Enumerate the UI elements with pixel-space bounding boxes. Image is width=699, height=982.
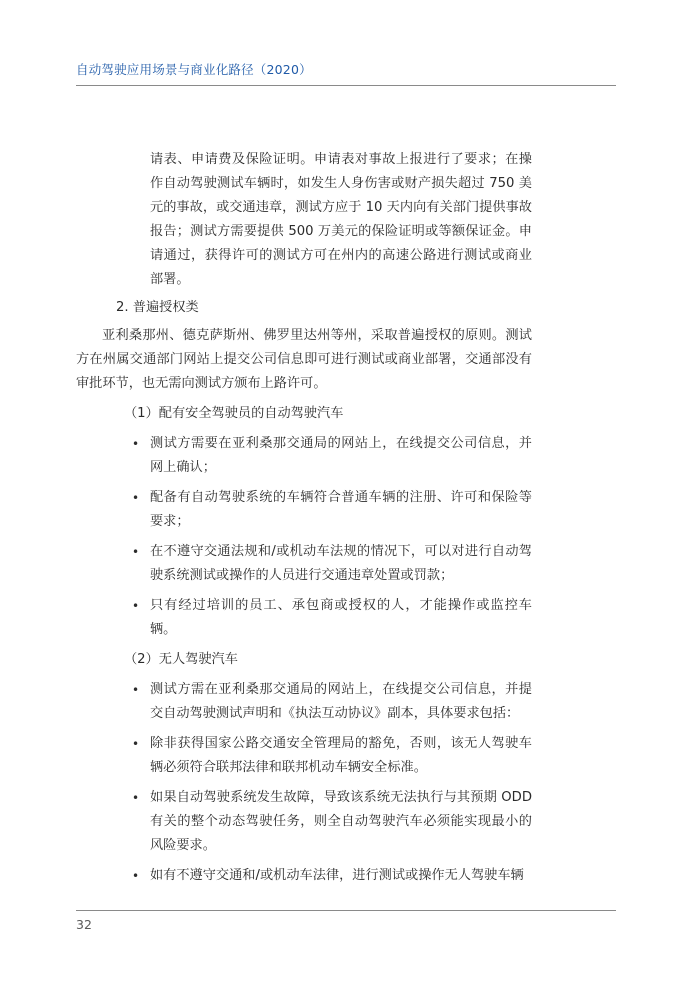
bullet-icon: • xyxy=(132,683,140,697)
bullet-icon: • xyxy=(132,599,140,613)
subsection-heading-1: （1）配有安全驾驶员的自动驾驶汽车 xyxy=(124,406,344,421)
list-item-text: 配备有自动驾驶系统的车辆符合普通车辆的注册、许可和保险等要求； xyxy=(150,490,532,529)
list-item-text: 在不遵守交通法规和/或机动车法规的情况下，可以对进行自动驾驶系统测试或操作的人员进行交通违章处置或罚款； xyxy=(150,544,532,583)
list-item xyxy=(76,786,532,858)
subsection-heading-2: （2）无人驾驶汽车 xyxy=(124,652,238,667)
bullet-icon: • xyxy=(132,791,140,805)
footer-divider xyxy=(76,910,616,911)
list-item xyxy=(76,864,532,888)
list-item xyxy=(76,486,532,534)
page-number: 32 xyxy=(76,917,92,932)
list-item xyxy=(76,594,532,642)
list-item-text: 测试方需要在亚利桑那交通局的网站上，在线提交公司信息，并网上确认； xyxy=(150,436,532,475)
bullet-icon: • xyxy=(132,437,140,451)
list-item-text: 除非获得国家公路交通安全管理局的豁免，否则，该无人驾驶车辆必须符合联邦法律和联邦机动车辆安全标准。 xyxy=(150,736,532,775)
list-item-text: 如果自动驾驶系统发生故障，导致该系统无法执行与其预期 ODD 有关的整个动态驾驶任务，则全自动驾驶汽车必须能实现最小的风险要求。 xyxy=(150,790,532,853)
list-item xyxy=(76,678,532,726)
continued-paragraph: 请表、申请费及保险证明。申请表对事故上报进行了要求；在操作自动驾驶测试车辆时，如发生人身伤害或财产损失超过 750 美元的事故，或交通违章，测试方应于 10 天内向有关部门提供事故报告；测试方需要提供 500 万美元的保险证明或等额保证金。申请通过，获得许可的测试方可在州内的高速公路进行测试或商业部署。 xyxy=(150,152,532,287)
bullet-icon: • xyxy=(132,869,140,883)
section-paragraph: 亚利桑那州、德克萨斯州、佛罗里达州等州，采取普遍授权的原则。测试方在州属交通部门网站上提交公司信息即可进行测试或商业部署，交通部没有审批环节，也无需向测试方颁布上路许可。 xyxy=(76,328,532,391)
list-item xyxy=(76,540,532,588)
bullet-icon: • xyxy=(132,491,140,505)
bullet-icon: • xyxy=(132,737,140,751)
section-heading: 2. 普遍授权类 xyxy=(116,300,199,315)
header-divider xyxy=(76,85,616,86)
running-header-title: 自动驾驶应用场景与商业化路径（2020） xyxy=(76,62,312,77)
list-item xyxy=(76,732,532,780)
list-item-text: 如有不遵守交通和/或机动车法律，进行测试或操作无人驾驶车辆 xyxy=(150,868,524,883)
bullet-icon: • xyxy=(132,545,140,559)
list-item-text: 测试方需在亚利桑那交通局的网站上，在线提交公司信息，并提交自动驾驶测试声明和《执法互动协议》副本，具体要求包括： xyxy=(150,682,532,721)
list-item-text: 只有经过培训的员工、承包商或授权的人，才能操作或监控车辆。 xyxy=(150,598,532,637)
list-item xyxy=(76,432,532,480)
page-body xyxy=(76,148,532,888)
